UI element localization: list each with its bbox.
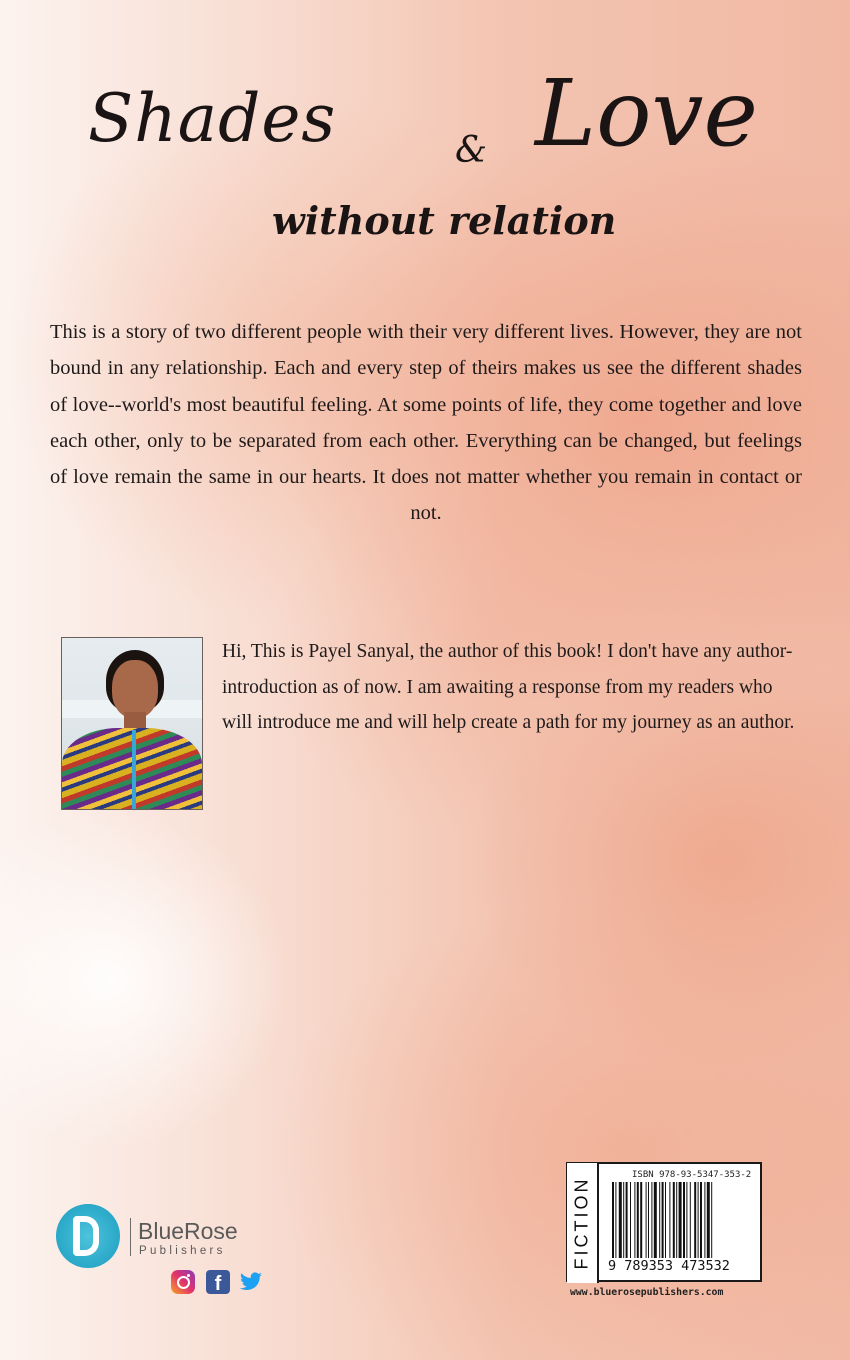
publisher-name: BlueRose bbox=[138, 1218, 238, 1244]
author-bio: Hi, This is Payel Sanyal, the author of this book! I don't have any author-introduction as of now. I am awaiting a response from my readers who will introduce me and will help create a path for my journey as an author. bbox=[222, 641, 795, 733]
isbn-label: ISBN 978-93-5347-353-2 bbox=[632, 1170, 752, 1180]
title-word-shades: Shades bbox=[88, 80, 337, 157]
facebook-icon[interactable]: f bbox=[206, 1270, 230, 1294]
publisher-subtitle: Publishers bbox=[139, 1245, 226, 1257]
barcode-box bbox=[566, 1162, 762, 1282]
book-title bbox=[0, 60, 850, 260]
twitter-icon[interactable] bbox=[239, 1270, 263, 1294]
genre-label bbox=[567, 1163, 599, 1283]
barcode-icon bbox=[612, 1182, 760, 1262]
title-ampersand: & bbox=[455, 130, 488, 171]
logo-divider bbox=[130, 1218, 131, 1256]
isbn-digits: 9 789353 473532 bbox=[608, 1258, 730, 1274]
genre-text: FICTION bbox=[571, 1176, 592, 1270]
author-photo bbox=[61, 637, 203, 810]
publisher-logo bbox=[56, 1204, 286, 1274]
book-subtitle: without relation bbox=[272, 198, 617, 243]
bluerose-logo-icon bbox=[56, 1204, 120, 1268]
instagram-icon[interactable] bbox=[171, 1270, 195, 1294]
book-blurb: This is a story of two different people with their very different lives. However, they are not bound in any relationship. Each and every step of theirs makes us see the different shades of love--world's most beautiful feeling. At some points of life, they come together and love each other, only to be separated from each other. Everything can be changed, but feelings of love remain the same in our hearts. It does not matter whether you remain in contact or not. bbox=[50, 321, 802, 525]
publisher-website: www.bluerosepublishers.com bbox=[570, 1287, 724, 1298]
title-word-love: Love bbox=[535, 60, 758, 167]
